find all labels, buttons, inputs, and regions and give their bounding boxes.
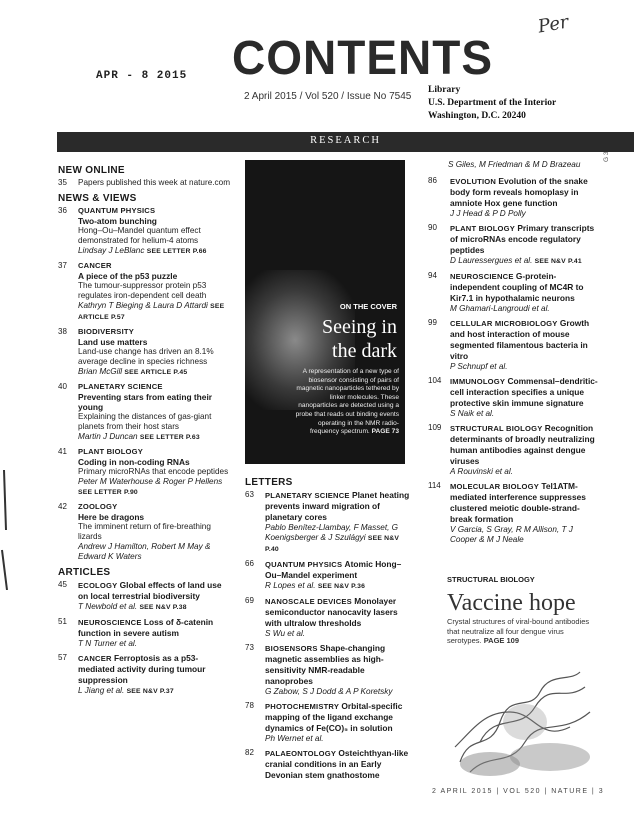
page-number: 78 [245,701,254,710]
entry-category: CANCER [78,261,112,270]
entry-title: Orbital-specific mapping of the ligand exchange dynamics of Fe(CO)₅ in solution [265,701,403,733]
entry-category: NEUROSCIENCE [78,618,142,627]
feature-text [447,617,597,646]
toc-entry[interactable] [58,447,233,498]
see-reference[interactable]: SEE N&V P.37 [126,688,174,695]
cover-headline-line: Seeing in [322,316,397,338]
cover-label: ON THE COVER [339,302,397,311]
page-number: 41 [58,447,67,456]
entry-category: ZOOLOGY [78,502,118,511]
toc-entry[interactable] [58,502,233,562]
toc-entry[interactable] [428,376,600,419]
entry-title: Planet heating prevents inward migration of planetary cores [265,490,410,522]
entry-category: PLANT BIOLOGY [78,447,144,456]
toc-entry[interactable] [58,382,233,443]
entry-category: PLANETARY SCIENCE [78,382,163,391]
entry-authors: A Rouvinski et al. [450,467,513,476]
page-footer: 2 APRIL 2015 | VOL 520 | NATURE | 3 [432,788,605,795]
section-band-label: RESEARCH [310,135,381,146]
toc-entry[interactable] [428,271,600,314]
toc-entry[interactable] [58,617,233,649]
entry-title: Tel1ATM-mediated interference suppresses clustered meiotic double-strand-break formation [450,481,586,524]
page-number: 57 [58,653,67,662]
entry-description: The tumour-suppressor protein p53 regulates iron-dependent cell death [78,281,207,300]
section-heading: LETTERS [245,477,293,488]
cover-text: A representation of a new type of biosensor consisting of pairs of magnetic nanoparticles tethered by linker molecules. These nanoparticles are detected using a probe that reads out binding events operating in the NMR radio-frequency spectrum. [295,368,399,436]
handwritten-note: Per [536,11,571,38]
entry-authors: Pablo Benítez-Llambay, F Masset, G Koenigsberger & J Szulágyi [265,523,399,542]
protein-structure-image [450,652,600,782]
right-column [428,160,600,549]
entry-category: MOLECULAR BIOLOGY [450,482,540,491]
entry-title: Land use matters [78,337,148,347]
entry-category: PLANETARY SCIENCE [265,491,350,500]
section-heading: NEWS & VIEWS [58,193,137,204]
page-number: 66 [245,559,254,568]
entry-authors: Peter M Waterhouse & Roger P Hellens [78,477,223,486]
cover-page: PAGE 73 [371,428,399,436]
entry-title: A piece of the p53 puzzle [78,271,178,281]
page-number: 69 [245,596,254,605]
toc-entry[interactable] [428,223,600,267]
toc-entry[interactable] [245,643,413,697]
entry-authors: Kathryn T Bieging & Laura D Attardi [78,301,208,310]
toc-entry[interactable] [58,327,233,378]
page-number: 40 [58,382,67,391]
entry-title: G-protein-independent coupling of MC4R to Kir7.1 in hypothalamic neurons [450,271,584,303]
entry-authors: T N Turner et al. [78,639,137,648]
entry-category: QUANTUM PHYSICS [78,206,156,215]
left-column [58,166,233,701]
page-number: 114 [428,481,441,490]
see-reference[interactable]: SEE LETTER P.66 [146,248,207,255]
entry-authors: P Schnupf et al. [450,362,508,371]
library-line: Library [428,85,461,95]
middle-column [245,478,413,785]
toc-entry[interactable] [58,653,233,697]
page-number: 63 [245,490,254,499]
entry-authors: R Lopes et al. [265,581,316,590]
toc-entry[interactable] [428,423,600,477]
entry-authors: T Newbold et al. [78,602,138,611]
issue-line: 2 April 2015 / Vol 520 / Issue No 7545 [244,91,412,102]
entry-category: BIOSENSORS [265,644,318,653]
entry-authors: J J Head & P D Polly [450,209,526,218]
toc-entry[interactable] [58,178,233,188]
toc-entry[interactable] [245,596,413,639]
toc-entry[interactable] [428,318,600,372]
page-number: 51 [58,617,67,626]
page-number: 36 [58,206,67,215]
section-heading: ARTICLES [58,567,111,578]
entry-category: EVOLUTION [450,177,497,186]
entry-description: Explaining the distances of gas-giant planets from their host stars [78,412,212,431]
page-number: 109 [428,423,442,432]
entry-authors: L Jiang et al. [78,686,125,695]
cover-headline [322,315,397,363]
library-stamp [428,84,556,123]
toc-entry[interactable] [245,748,413,781]
entry-category: BIODIVERSITY [78,327,134,336]
entry-authors: Brian McGill [78,367,123,376]
entry-category: IMMUNOLOGY [450,377,506,386]
page-number: 38 [58,327,67,336]
library-line: Washington, D.C. 20240 [428,111,526,121]
entry-category: CANCER [78,654,112,663]
page-number: 37 [58,261,67,270]
feature-page: PAGE 109 [483,636,519,645]
see-reference[interactable]: SEE LETTER P.63 [139,434,200,441]
toc-entry[interactable] [58,580,233,613]
see-reference[interactable]: SEE LETTER P.90 [78,489,138,496]
entry-description: Hong–Ou–Mandel quantum effect demonstrated for helium-4 atoms [78,226,201,245]
entry-authors: M Ghamari-Langroudi et al. [450,304,550,313]
feature-description: Crystal structures of viral-bound antibodies that neutralize all four dengue virus serotypes. [447,617,590,645]
entry-title: Recognition determinants of broadly neutralizing human antibodies against dengue viruses [450,423,595,466]
see-reference[interactable]: SEE ARTICLE P.45 [124,369,188,376]
library-line: U.S. Department of the Interior [428,98,557,108]
page-number: 104 [428,376,442,385]
see-reference[interactable]: SEE ARTICLE P.57 [78,303,225,321]
entry-category: CELLULAR MICROBIOLOGY [450,319,558,328]
see-reference[interactable]: SEE N&V P.41 [534,258,582,265]
see-reference[interactable]: SEE N&V P.40 [265,535,400,553]
entry-title: Atomic Hong–Ou–Mandel experiment [265,559,402,580]
entry-category: ECOLOGY [78,581,118,590]
entry-title: Global effects of land use on local terrestrial biodiversity [78,580,222,601]
entry-category: PHOTOCHEMISTRY [265,702,340,711]
entry-description: Land-use change has driven an 8.1% average decline in species richness [78,347,214,366]
toc-entry[interactable] [245,559,413,592]
margin-mark [0,470,14,590]
page-number: 90 [428,223,437,232]
cover-panel[interactable] [245,160,405,464]
toc-entry[interactable] [428,176,600,219]
entry-title: Osteichthyan-like cranial conditions in an Early Devonian stem gnathostome [265,748,409,780]
entry-authors: S Wu et al. [265,629,306,638]
entry-title: Shape-changing magnetic assemblies as high-sensitivity NMR-readable nanoprobes [265,643,386,686]
feature-section: STRUCTURAL BIOLOGY [447,575,535,584]
section-heading: NEW ONLINE [58,165,125,176]
entry-title: Monolayer semiconductor nanocavity lasers with ultralow thresholds [265,596,398,628]
see-reference[interactable]: SEE N&V P.36 [317,583,366,590]
entry-title: Primary transcripts of microRNAs encode regulatory peptides [450,223,595,255]
page-number: 45 [58,580,67,589]
entry-title: Here be dragons [78,512,145,522]
entry-title: Preventing stars from eating their young [78,392,213,412]
toc-entry[interactable] [58,261,233,323]
entry-title: Loss of δ-catenin function in severe autism [78,617,214,638]
page-title: CONTENTS [232,29,493,85]
entry-category: PALAEONTOLOGY [265,749,337,758]
section-band [57,132,634,152]
entry-authors: Ph Wernet et al. [265,734,324,743]
entry-authors: S Naik et al. [450,409,495,418]
cover-headline-line: the dark [332,340,397,362]
toc-entry[interactable] [245,490,413,555]
entry-authors: S Giles, M Friedman & M D Brazeau [448,160,581,169]
page-number: 94 [428,271,437,280]
entry-authors: Lindsay J LeBlanc [78,246,145,255]
entry-authors: V Garcia, S Gray, R M Allison, T J Cooper & M J Neale [450,525,573,544]
entry-authors: Andrew J Hamilton, Robert M May & Edward K Waters [78,542,211,561]
entry-title: Commensal–dendritic-cell interaction specifies a unique protective skin immune signature [450,376,598,408]
entry-category: STRUCTURAL BIOLOGY [450,424,543,433]
toc-entry[interactable] [245,701,413,744]
entry-authors: G Zabow, S J Dodd & A P Koretsky [265,687,393,696]
entry-description: Primary microRNAs that encode peptides [78,467,229,476]
page-number: 42 [58,502,67,511]
entry-title: Evolution of the snake body form reveals homoplasy in amniote Hox gene function [450,176,588,208]
feature-title[interactable]: Vaccine hope [447,590,576,616]
entry-text: Papers published this week at nature.com [78,178,231,187]
page-number: 35 [58,178,67,187]
entry-category: QUANTUM PHYSICS [265,560,343,569]
entry-title: Growth and host interaction of mouse segmented filamentous bacteria in vitro [450,318,590,361]
page-number: 99 [428,318,437,327]
toc-entry[interactable] [58,206,233,257]
toc-entry[interactable] [428,481,600,545]
page-number: 73 [245,643,254,652]
cover-description [293,368,399,437]
page-number: 82 [245,748,254,757]
entry-category: PLANT BIOLOGY [450,224,516,233]
entry-title: Coding in non-coding RNAs [78,457,190,467]
entry-authors: Martin J Duncan [78,432,138,441]
received-stamp: APR - 8 2015 [96,70,188,82]
entry-title: Two-atom bunching [78,216,157,226]
see-reference[interactable]: SEE N&V P.38 [139,604,187,611]
entry-title: Ferroptosis as a p53-mediated activity during tumour suppression [78,653,206,685]
entry-authors: D Lauressergues et al. [450,256,533,265]
page-number: 86 [428,176,437,185]
entry-category: NANOSCALE DEVICES [265,597,352,606]
entry-category: NEUROSCIENCE [450,272,514,281]
entry-description: The imminent return of fire-breathing lizards [78,522,211,541]
